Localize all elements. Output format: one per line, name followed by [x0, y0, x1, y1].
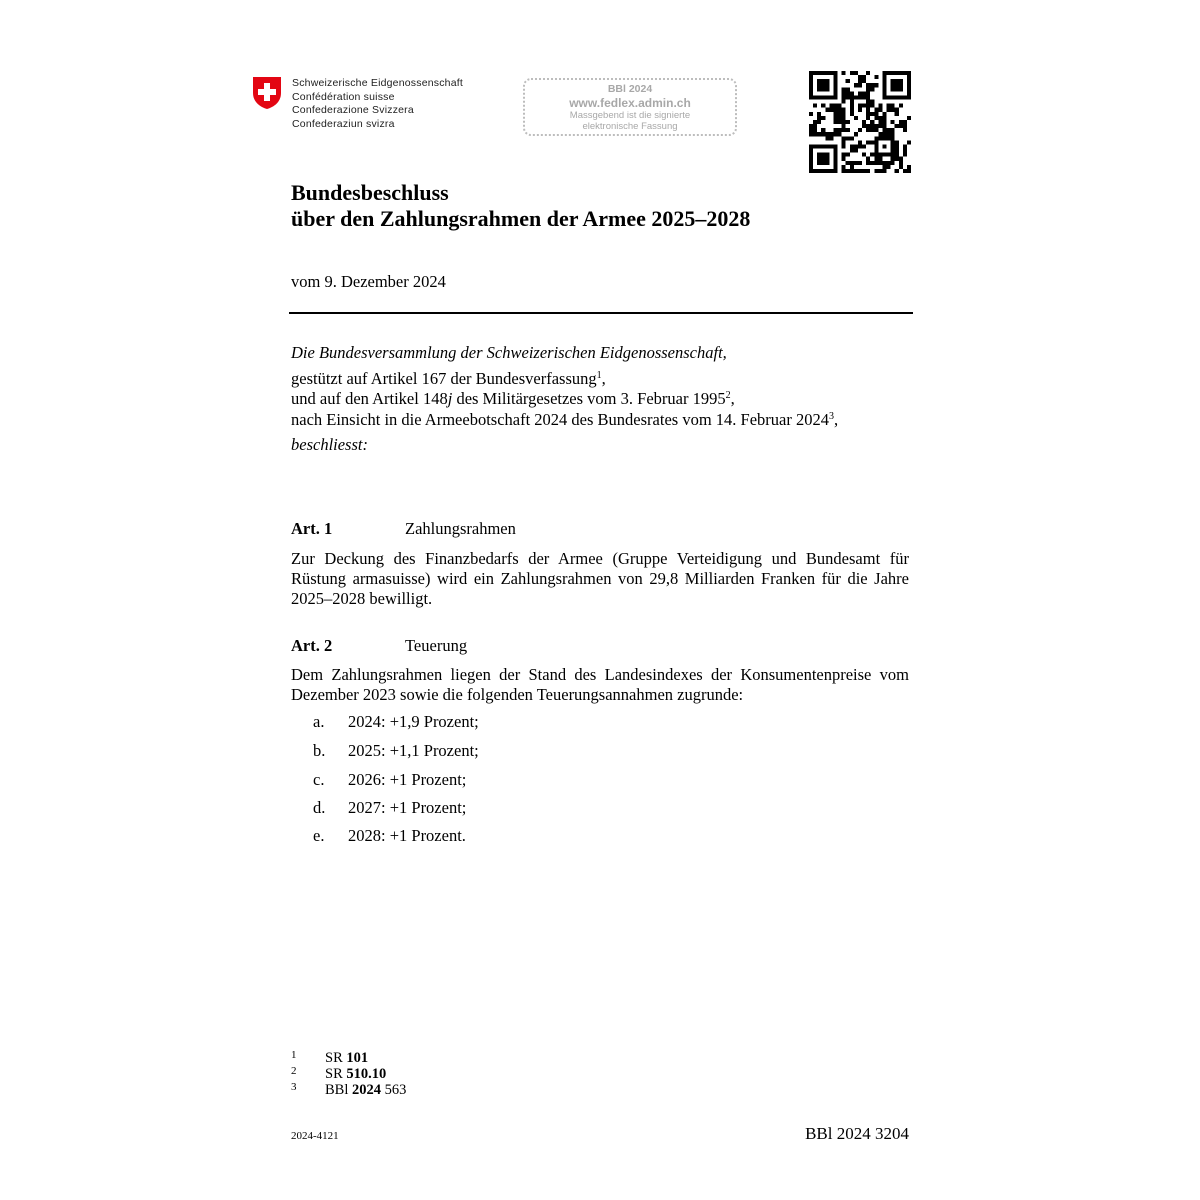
list-item — [313, 741, 479, 761]
document-date: vom 9. Dezember 2024 — [291, 272, 446, 291]
stamp-line-2: www.fedlex.admin.ch — [569, 96, 691, 110]
footnote-bold: 510.10 — [346, 1066, 387, 1082]
footnote-ref-1[interactable]: 1 — [596, 370, 602, 381]
document-number: 2024-4121 — [291, 1130, 339, 1142]
preamble-line-1 — [291, 369, 606, 389]
article-2-text: Dem Zahlungsrahmen liegen der Stand des Landesindexes der Konsumentenpreise vom Dezember 2023 sowie die folgenden Teuerungsannahmen zugrunde: — [291, 665, 909, 704]
list-item — [313, 798, 466, 818]
list-item-letter: d. — [313, 798, 326, 817]
list-item-text: 2028: +1 Prozent. — [348, 826, 466, 845]
confederation-name-it: Confederazione Svizzera — [292, 104, 414, 116]
list-item — [313, 770, 466, 790]
list-item-letter: b. — [313, 741, 326, 760]
footnote-ref-3[interactable]: 3 — [828, 411, 834, 422]
preamble-line-2-post: des Militärgesetzes vom 3. Februar 1995 — [452, 389, 726, 408]
footnote — [291, 1064, 386, 1081]
footnote-number: 1 — [291, 1049, 297, 1061]
preamble-comma-2: , — [730, 389, 735, 408]
list-item-text: 2027: +1 Prozent; — [348, 798, 467, 817]
title-divider — [289, 312, 913, 314]
preamble-comma-1: , — [601, 369, 606, 388]
bbl-reference: BBl 2024 3204 — [805, 1124, 909, 1143]
swiss-crest-icon — [252, 76, 282, 110]
article-2-number: Art. 2 — [291, 636, 333, 655]
list-item-letter: c. — [313, 770, 325, 789]
footnote-number: 3 — [291, 1081, 297, 1093]
confederation-name-rm: Confederaziun svizra — [292, 117, 395, 130]
stamp-line-4: elektronische Fassung — [582, 121, 678, 132]
title-line-2: über den Zahlungsrahmen der Armee 2025–2028 — [291, 206, 751, 231]
list-item-text: 2024: +1,9 Prozent; — [348, 712, 479, 731]
preamble-line-2 — [291, 389, 735, 409]
list-item-text: 2025: +1,1 Prozent; — [348, 741, 479, 760]
confederation-name-fr: Confédération suisse — [292, 90, 395, 103]
article-1-number: Art. 1 — [291, 519, 333, 538]
list-item-letter: a. — [313, 712, 325, 731]
list-item — [313, 712, 479, 732]
footnote-bold: 2024 — [352, 1082, 381, 1098]
footnote-post: 563 — [381, 1082, 407, 1098]
footnote-ref-2[interactable]: 2 — [725, 390, 731, 401]
article-1-header — [291, 519, 516, 539]
title-line-1: Bundesbeschluss — [291, 180, 449, 205]
footnote-pre: SR — [325, 1050, 347, 1066]
footnote-pre: SR — [325, 1066, 347, 1082]
article-2-heading: Teuerung — [405, 636, 468, 655]
preamble-line-1-text: gestützt auf Artikel 167 der Bundesverfassung — [291, 369, 597, 388]
preamble-line-3 — [291, 410, 838, 430]
confederation-names — [292, 77, 463, 131]
preamble-line-3-text: nach Einsicht in die Armeebotschaft 2024 des Bundesrates vom 14. Februar 2024 — [291, 410, 829, 429]
preamble-comma-3: , — [833, 410, 839, 429]
article-2-header — [291, 636, 467, 656]
preamble-decides: beschliesst: — [291, 435, 368, 454]
footnote-number: 2 — [291, 1065, 297, 1077]
preamble-line-2-italic: j — [447, 389, 453, 408]
preamble-intro: Die Bundesversammlung der Schweizerischen Eidgenossenschaft, — [291, 343, 727, 362]
article-1-heading: Zahlungsrahmen — [405, 519, 516, 538]
stamp-line-1: BBl 2024 — [607, 83, 653, 95]
preamble-line-2-pre: und auf den Artikel 148 — [291, 389, 448, 408]
document-title — [291, 180, 750, 232]
qr-code-icon — [809, 71, 911, 173]
fedlex-stamp — [523, 78, 737, 136]
footnote — [291, 1048, 368, 1065]
footnote — [291, 1080, 406, 1097]
footnote-bold: 101 — [346, 1050, 369, 1066]
list-item — [313, 826, 466, 846]
article-1-text: Zur Deckung des Finanzbedarfs der Armee (Gruppe Verteidigung und Bundesamt für Rüstung armasuisse) wird ein Zahlungsrahmen von 29,8 Milliarden Franken für die Jahre 2025–2028 bewilligt. — [291, 549, 909, 608]
stamp-line-3: Massgebend ist die signierte — [569, 110, 691, 121]
list-item-letter: e. — [313, 826, 325, 845]
footnote-pre: BBl — [325, 1082, 352, 1098]
confederation-name-de: Schweizerische Eidgenossenschaft — [292, 77, 463, 89]
list-item-text: 2026: +1 Prozent; — [348, 770, 467, 789]
